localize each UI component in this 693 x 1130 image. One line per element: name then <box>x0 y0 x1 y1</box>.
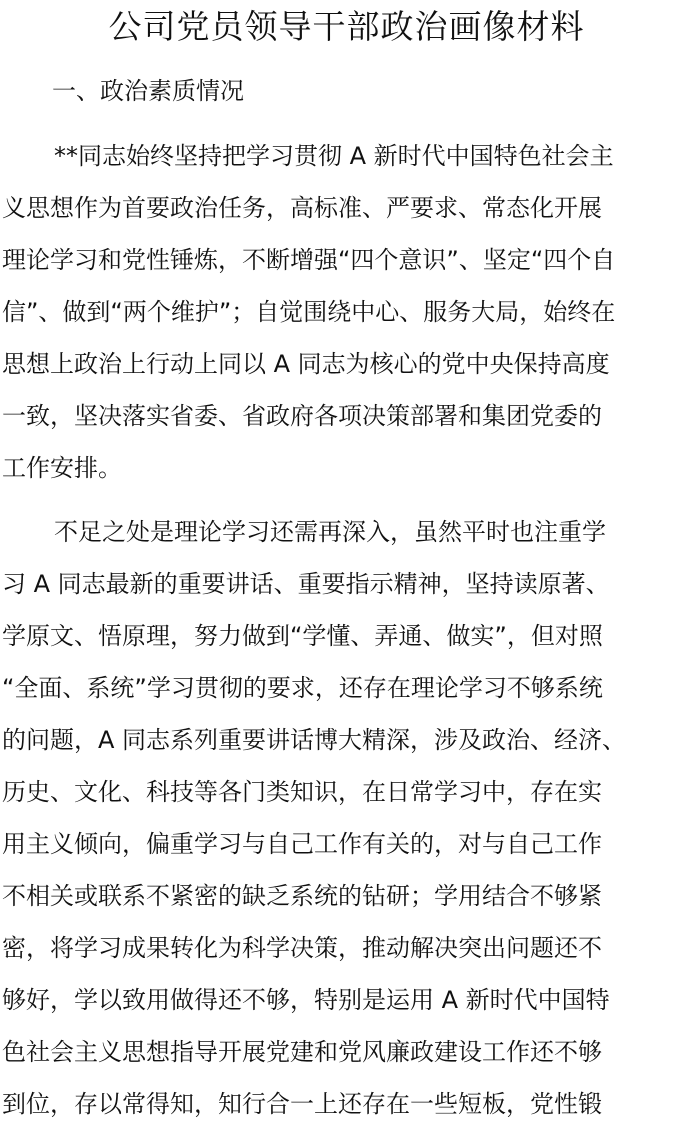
document-title: 公司党员领导干部政治画像材料 <box>108 7 585 46</box>
paragraph-line: 理论学习和党性锤炼，不断增强“四个意识”、坚定“四个自 <box>2 246 616 274</box>
paragraph-line: 够好，学以致用做得还不够，特别是运用 A 新时代中国特 <box>2 986 610 1014</box>
paragraph-line: 密，将学习成果转化为科学决策，推动解决突出问题还不 <box>2 934 602 962</box>
paragraph-line: 历史、文化、科技等各门类知识，在日常学习中，存在实 <box>2 778 602 806</box>
paragraph-line: 到位，存以常得知，知行合一上还存在一些短板，党性锻 <box>2 1090 602 1118</box>
paragraph-line: 学原文、悟原理，努力做到“学懂、弄通、做实”，但对照 <box>2 622 603 650</box>
paragraph-line: 工作安排。 <box>2 454 122 482</box>
paragraph-line: 思想上政治上行动上同以 A 同志为核心的党中央保持高度 <box>2 350 610 378</box>
paragraph-line: “全面、系统”学习贯彻的要求，还存在理论学习不够系统 <box>2 674 603 702</box>
paragraph-line: 不相关或联系不紧密的缺乏系统的钻研；学用结合不够紧 <box>2 882 602 910</box>
paragraph-line: 不足之处是理论学习还需再深入，虽然平时也注重学 <box>54 518 606 546</box>
paragraph-line: 义思想作为首要政治任务，高标准、严要求、常态化开展 <box>2 194 602 222</box>
section-heading: 一、政治素质情况 <box>52 77 244 105</box>
paragraph-line: 习 A 同志最新的重要讲话、重要指示精神，坚持读原著、 <box>2 570 610 598</box>
paragraph <box>0 506 693 1130</box>
paragraph-line: **同志始终坚持把学习贯彻 A 新时代中国特色社会主 <box>54 142 614 170</box>
paragraph-line: 色社会主义思想指导开展党建和党风廉政建设工作还不够 <box>2 1038 602 1066</box>
paragraph-line: 信”、做到“两个维护”；自觉围绕中心、服务大局，始终在 <box>2 298 616 326</box>
paragraph-line: 用主义倾向，偏重学习与自己工作有关的，对与自己工作 <box>2 830 602 858</box>
paragraph-line: 的问题，A 同志系列重要讲话博大精深，涉及政治、经济、 <box>2 726 627 754</box>
paragraph-line: 一致，坚决落实省委、省政府各项决策部署和集团党委的 <box>2 402 602 430</box>
paragraph <box>0 130 693 494</box>
